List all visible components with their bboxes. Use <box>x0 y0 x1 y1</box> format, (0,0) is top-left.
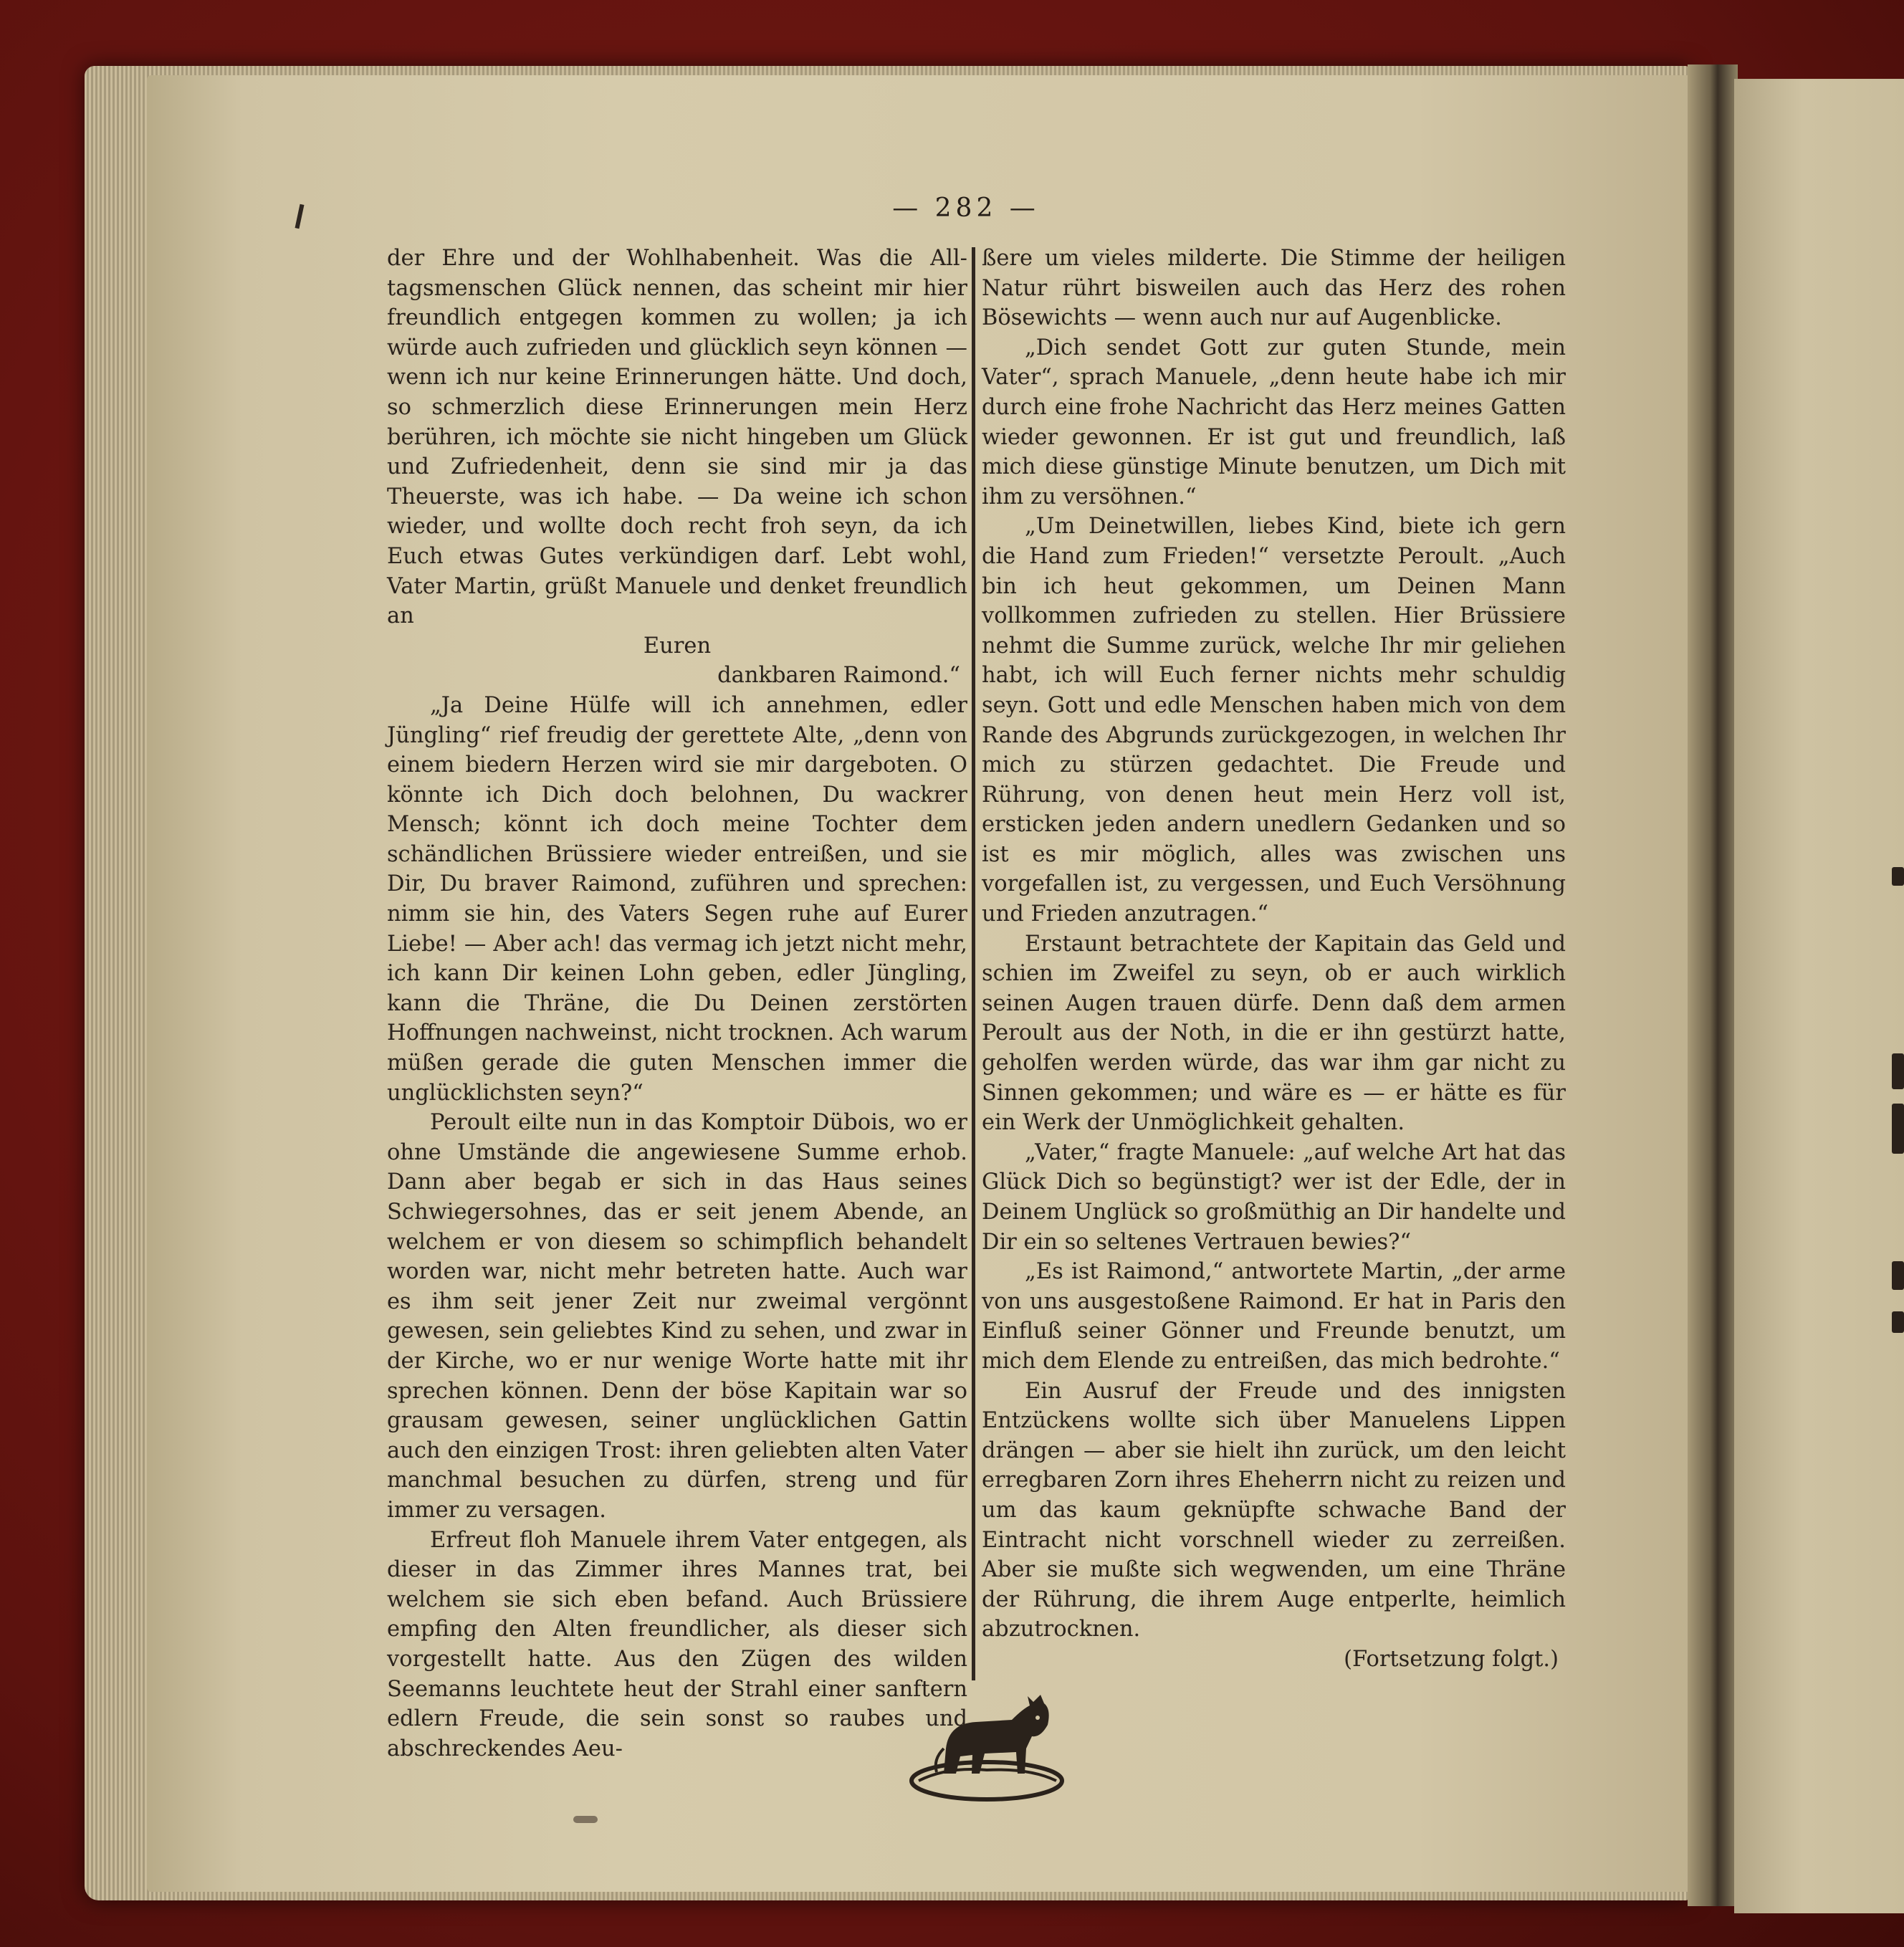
book-gutter <box>1688 64 1738 1906</box>
column-divider <box>972 247 975 1680</box>
paragraph: Erstaunt betrachtete der Kapitain das Geld und schien im Zweifel zu seyn, ob er auch wirklich seinen Augen trauen dürfe. Denn daß dem armen Peroult aus der Noth, in die er ihn gestürzt hatte, geholfen werden würde, das war ihm gar nicht zu Sinnen gekommen; und wäre es — er hätte es für ein Werk der Unmöglichkeit gehalten. <box>982 931 1566 1136</box>
paragraph: Ein Ausruf der Freude und des innigsten Entzückens wollte sich über Manuelens Lippen drängen — aber sie hielt ihn zurück, um den leicht erregbaren Zorn ihres Eheherrn nicht zu reizen und um das kaum geknüpfte schwache Band der Eintracht nicht vorschnell wieder zu zerreißen. Aber sie mußte sich wegwenden, um eine Thräne der Rührung, die ihrem Auge entperlte, heimlich abzutrocknen. <box>982 1378 1566 1642</box>
paragraph-letter-end: der Ehre und der Wohlhabenheit. Was die All-tagsmenschen Glück nennen, das scheint mir hier freundlich entgegen kommen zu wollen; ja ich würde auch zufrieden und glücklich seyn können — wenn ich nur keine Erinnerungen hätte. Und doch, so schmerzlich diese Erinnerungen mein Herz berühren, ich möchte sie nicht hingeben um Glück und Zufriedenheit, denn sie sind mir ja das Theuerste, was ich habe. — Da weine ich schon wieder, und wollte doch recht froh seyn, da ich Euch etwas Gutes verkündigen darf. Lebt wohl, Vater Martin, grüßt Manuele und denket freundlich an <box>387 246 967 629</box>
paragraph: „Ja Deine Hülfe will ich annehmen, edler Jüngling“ rief freudig der gerettete Alte, „denn von einem biedern Herzen wird sie mir dargeboten. O könnte ich Dich doch belohnen, Du wackrer Mensch; könnt ich doch meine Tochter dem schändlichen Brüssiere wieder entreißen, und sie Dir, Du braver Raimond, zuführen und sprechen: nimm sie hin, des Vaters Segen ruhe auf Eurer Liebe! — Aber ach! das vermag ich jetzt nicht mehr, ich kann Dir keinen Lohn geben, edler Jüngling, kann die Thräne, die Du Deinen zerstörten Hoffnungen nachweinst, nicht trocknen. Ach warum müßen gerade die guten Menschen immer die unglücklichsten seyn?“ <box>387 692 967 1106</box>
right-text-column <box>982 244 1566 1675</box>
paragraph: „Um Deinetwillen, liebes Kind, biete ich gern die Hand zum Frieden!“ versetzte Peroult. „Auch bin ich heut gekommen, um Deinen Mann vollkommen zufrieden zu stellen. Hier Brüssiere nehmt die Summe zurück, welche Ihr mir geliehen habt, ich will Euch ferner nichts mehr schuldig seyn. Gott und edle Menschen haben mich von dem Rande des Abgrunds zurückgezogen, in welchen Ihr mich zu stürzen gedachtet. Die Freude und Rührung, von denen heut mein Herz voll ist, ersticken jeden andern unedlern Gedanken und so ist es mir möglich, alles was zwischen uns vorgefallen ist, zu vergessen, und Euch Versöhnung und Frieden anzutragen.“ <box>982 514 1566 927</box>
right-page-edge <box>1734 79 1904 1913</box>
paragraph: Erfreut floh Manuele ihrem Vater entgegen, als dieser in das Zimmer ihres Mannes trat, bei welchem sie sich eben befand. Auch Brüssiere empfing den Alten freundlicher, als dieser sich vorgestellt hatte. Aus den Zügen des wilden Seemanns leuchtete heut der Strahl einer sanftern edlern Freude, die sein sonst so raubes und abschreckendes Aeu- <box>387 1527 967 1761</box>
page-number: — 282 — <box>892 193 1040 223</box>
paragraph-continued: ßere um vieles milderte. Die Stimme der heiligen Natur rührt bisweilen auch das Herz des rohen Bösewichts — wenn auch nur auf Augenblicke. <box>982 246 1566 331</box>
paragraph: „Es ist Raimond,“ antwortete Martin, „der arme von uns ausgestoßene Raimond. Er hat in Paris den Einfluß seiner Gönner und Freunde benutzt, um mich dem Elende zu entreißen, das mich bedrohte.“ <box>982 1259 1566 1374</box>
paragraph: „Vater,“ fragte Manuele: „auf welche Art hat das Glück Dich so begünstigt? wer ist der Edle, der in Deinem Unglück so großmüthig an Dir handelte und Dir ein so seltenes Vertrauen bewies?“ <box>982 1139 1566 1255</box>
letter-closing: Euren <box>643 633 712 659</box>
ink-smudge <box>573 1816 598 1823</box>
letter-signature: dankbaren Raimond.“ <box>717 663 960 689</box>
paragraph: Peroult eilte nun in das Komptoir Dübois, wo er ohne Umstände die angewiesene Summe erhob. Dann aber begab er sich in das Haus seines Schwiegersohnes, das er seit jenem Abende, an welchem er von diesem so schimpflich behandelt worden war, nicht mehr betreten hatte. Auch war es ihm seit jener Zeit nur zweimal vergönnt gewesen, sein geliebtes Kind zu sehen, und zwar in der Kirche, wo er nur wenige Worte hatte mit ihr sprechen können. Denn der böse Kapitain war so grausam gewesen, seiner unglücklichen Gattin auch den einzigen Trost: ihren geliebten alten Vater manchmal besuchen zu dürfen, streng und für immer zu versagen. <box>387 1110 967 1523</box>
left-text-column <box>387 244 967 1764</box>
ox-woodcut-vignette-icon <box>904 1680 1069 1806</box>
continuation-note: (Fortsetzung folgt.) <box>1344 1646 1559 1672</box>
paragraph: „Dich sendet Gott zur guten Stunde, mein Vater“, sprach Manuele, „denn heute habe ich mir durch eine frohe Nachricht das Herz meines Gatten wieder gewonnen. Er ist gut und freundlich, laß mich diese günstige Minute benutzen, um Dich mit ihm zu versöhnen.“ <box>982 335 1566 510</box>
